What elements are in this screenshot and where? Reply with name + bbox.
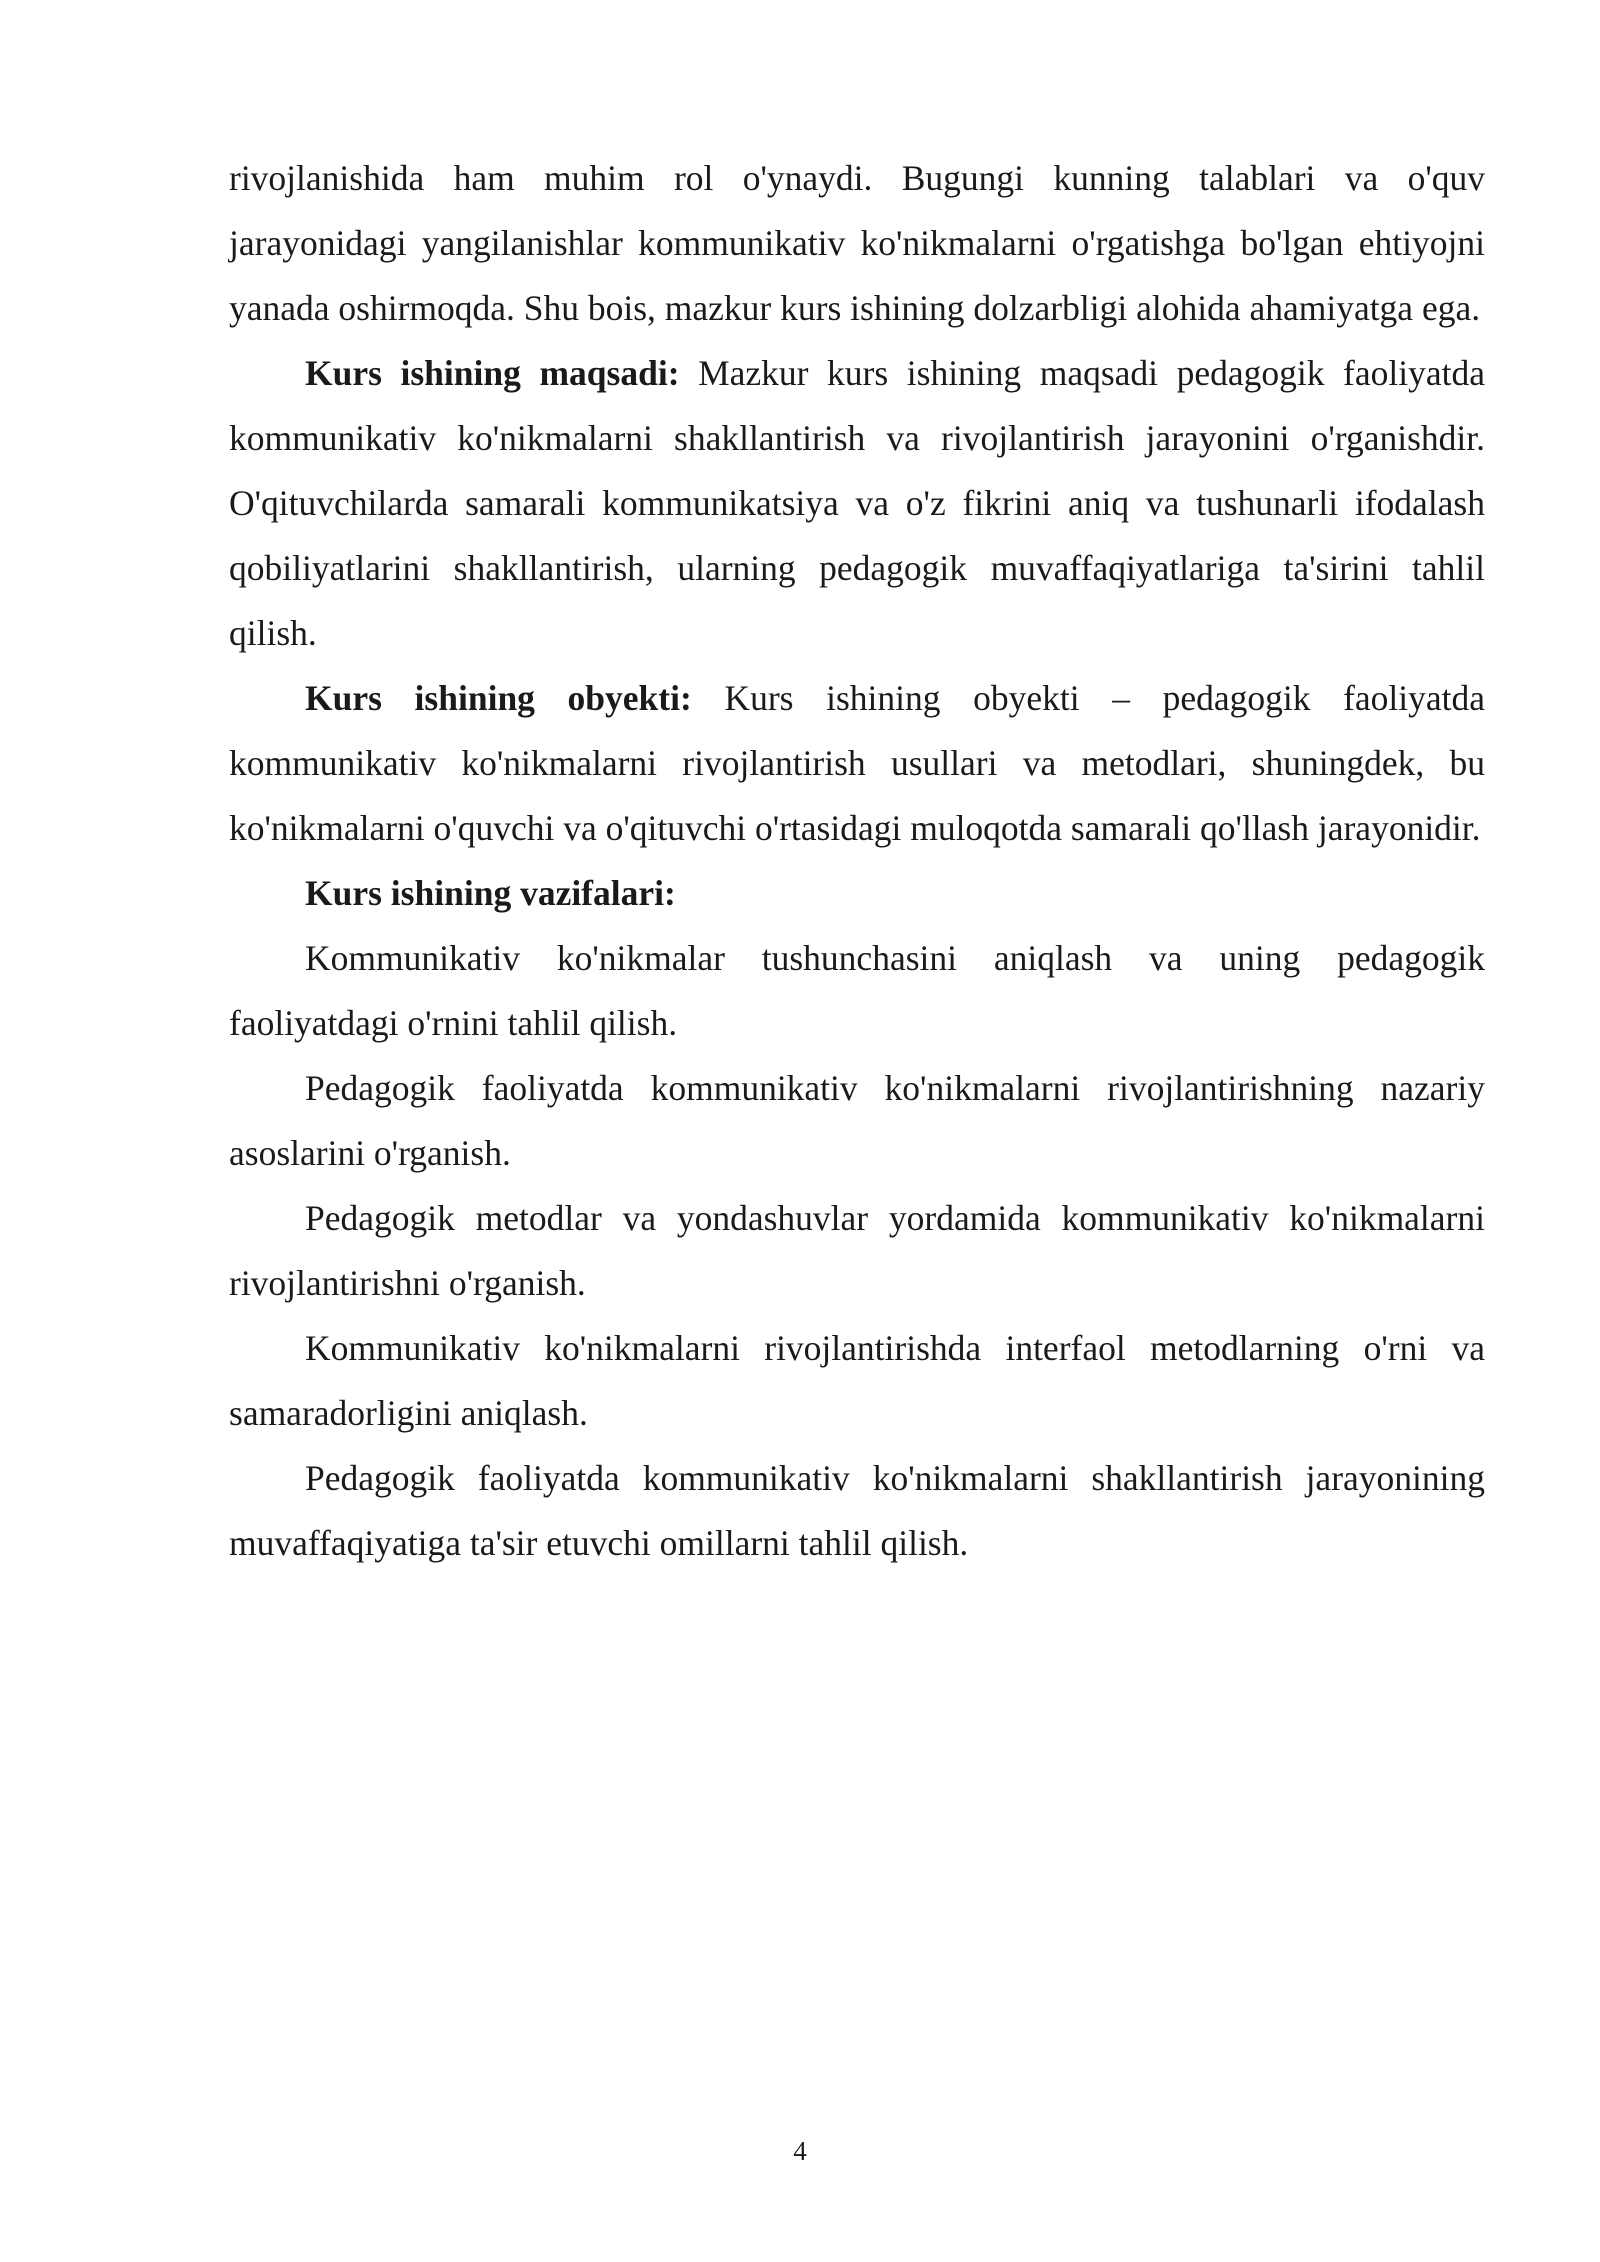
task-item: Pedagogik faoliyatda kommunikativ ko'nikmalarni rivojlantirishning nazariy asoslarini o'rganish.: [229, 1068, 1485, 1173]
task-item: Pedagogik faoliyatda kommunikativ ko'nikmalarni shakllantirish jarayonining muvaffaqiyatiga ta'sir etuvchi omillarni tahlil qilish.: [229, 1458, 1485, 1563]
page-number: 4: [793, 2136, 807, 2166]
goal-text: Mazkur kurs ishining maqsadi pedagogik faoliyatda kommunikativ ko'nikmalarni shakllantirish va rivojlantirish jarayonini o'rganishdir. O'qituvchilarda samarali kommunikatsiya va o'z fikrini aniq va tushunarli ifodalash qobiliyatlarini shakllantirish, ularning pedagogik muvaffaqiyatlariga ta'sirini tahlil qilish.: [229, 353, 1485, 653]
object-text: Kurs ishining obyekti – pedagogik faoliyatda kommunikativ ko'nikmalarni rivojlantirish usullari va metodlari, shuningdek, bu ko'nikmalarni o'quvchi va o'qituvchi o'rtasidagi muloqotda samarali qo'llash jarayonidir.: [229, 678, 1485, 848]
goal-label: Kurs ishining maqsadi:: [305, 353, 680, 393]
document-body: [229, 146, 1485, 1576]
task-item: Kommunikativ ko'nikmalar tushunchasini aniqlash va uning pedagogik faoliyatdagi o'rnini tahlil qilish.: [229, 938, 1485, 1043]
tasks-heading: Kurs ishining vazifalari:: [305, 873, 676, 913]
intro-paragraph: rivojlanishida ham muhim rol o'ynaydi. Bugungi kunning talablari va o'quv jarayonidagi yangilanishlar kommunikativ ko'nikmalarni o'rgatishga bo'lgan ehtiyojni yanada oshirmoqda. Shu bois, mazkur kurs ishining dolzarbligi alohida ahamiyatga ega.: [229, 158, 1485, 328]
task-item: Pedagogik metodlar va yondashuvlar yordamida kommunikativ ko'nikmalarni rivojlantirishni o'rganish.: [229, 1198, 1485, 1303]
object-paragraph: [229, 666, 1485, 861]
task-item: Kommunikativ ko'nikmalarni rivojlantirishda interfaol metodlarning o'rni va samaradorligini aniqlash.: [229, 1328, 1485, 1433]
goal-paragraph: [229, 341, 1485, 666]
object-label: Kurs ishining obyekti:: [305, 678, 692, 718]
